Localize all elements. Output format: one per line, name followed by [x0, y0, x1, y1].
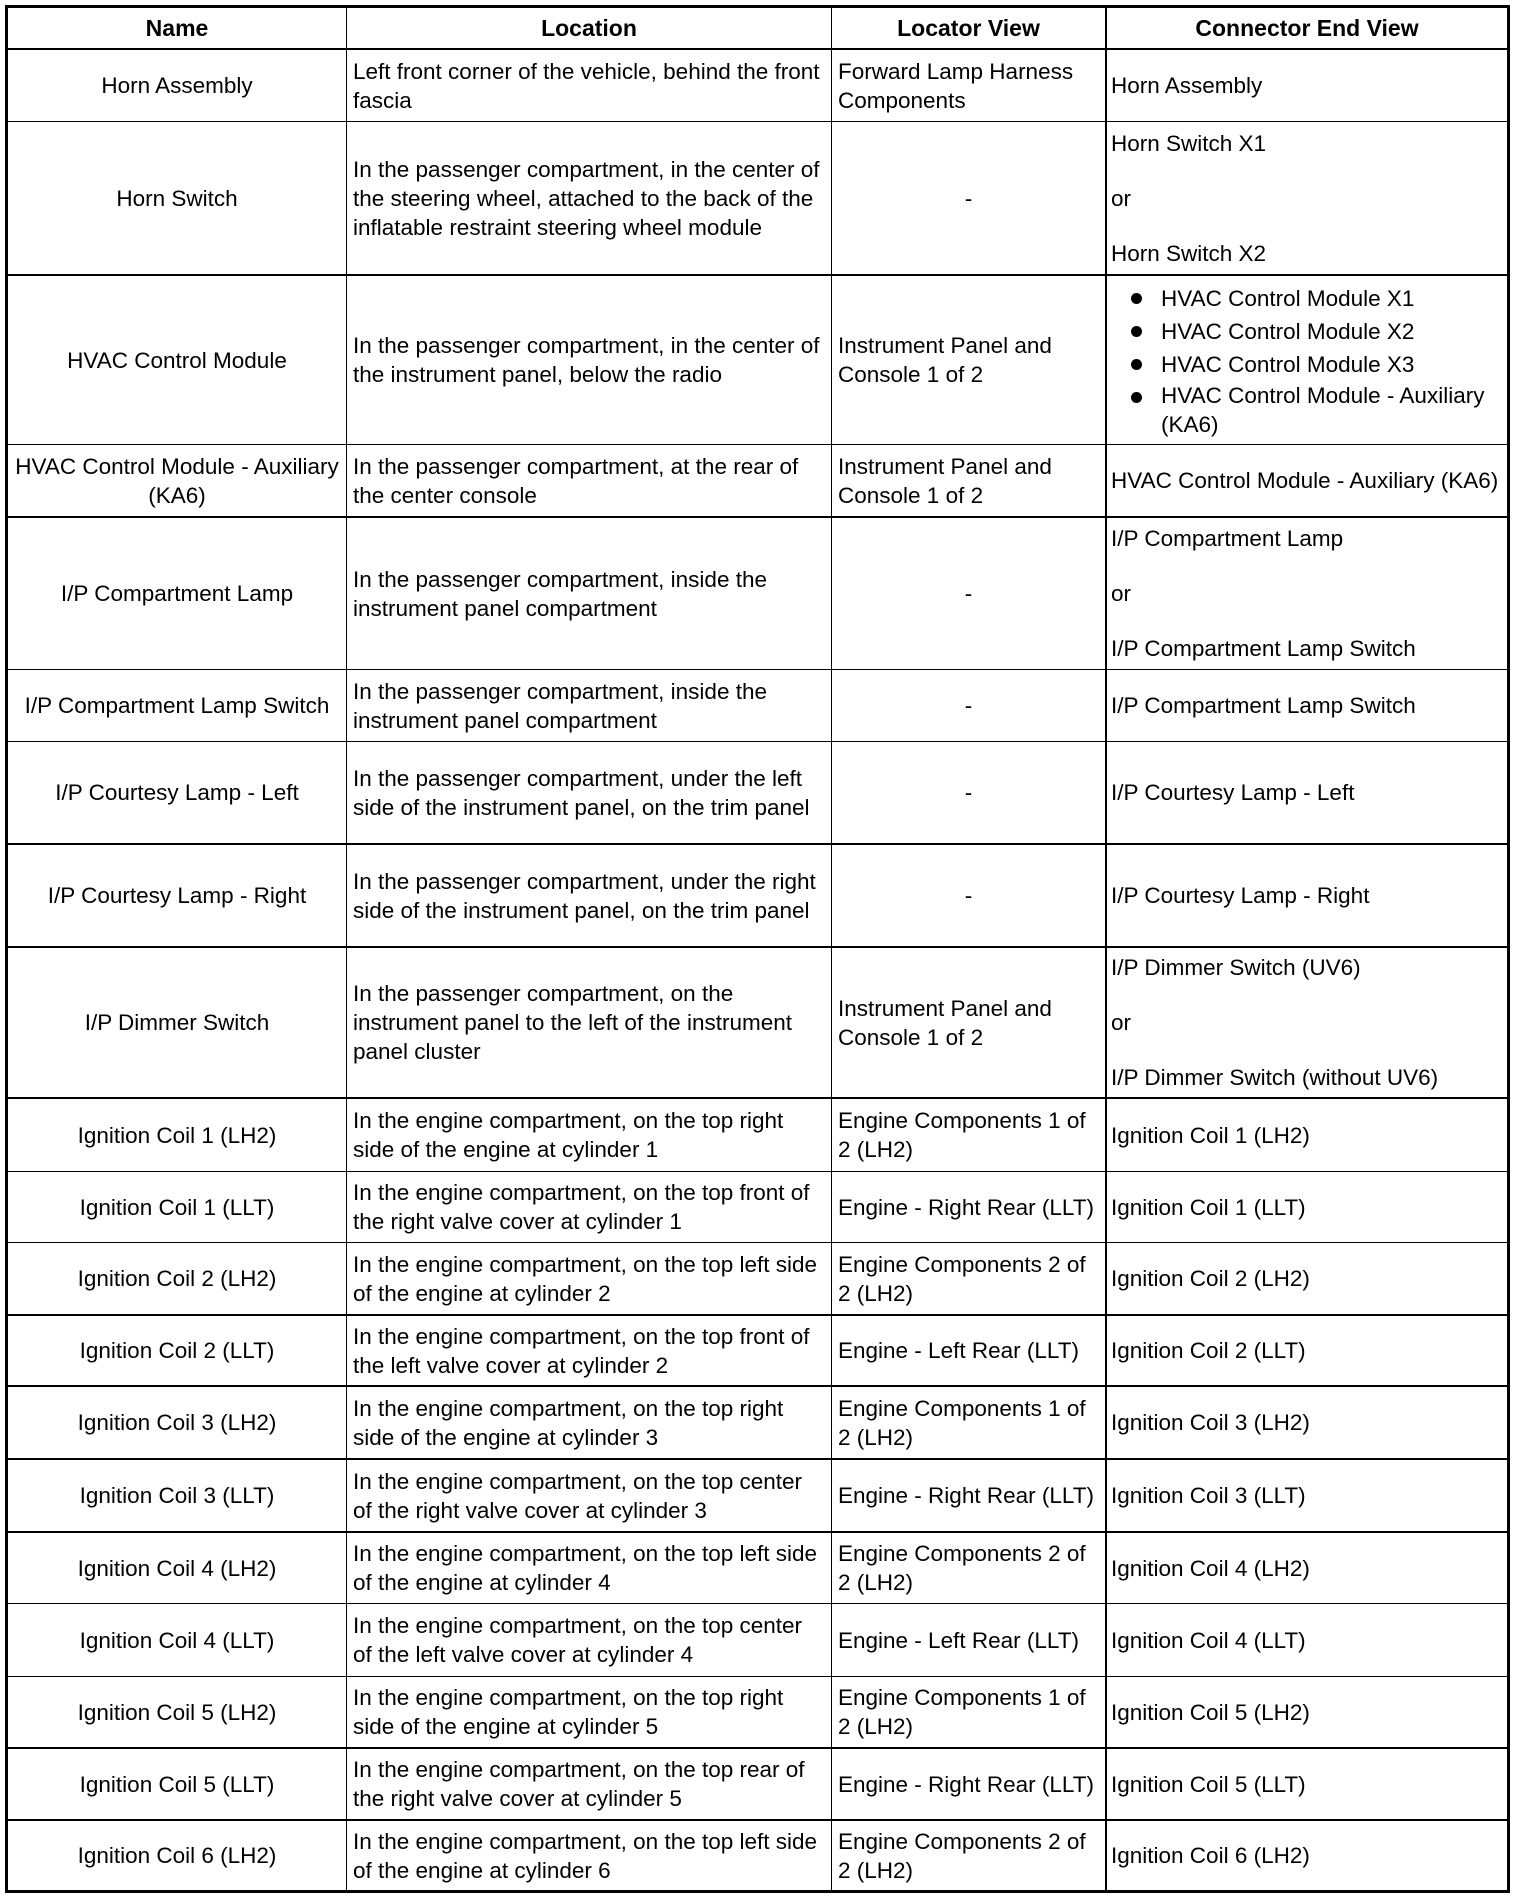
- connector-end-view-link[interactable]: I/P Courtesy Lamp - Right: [1111, 883, 1370, 908]
- component-name: Ignition Coil 5 (LLT): [8, 1749, 347, 1819]
- table-row: [8, 1677, 1507, 1749]
- table-row: [8, 1533, 1507, 1604]
- locator-view-link[interactable]: Engine Components 1 of 2 (LH2): [832, 1099, 1107, 1171]
- connector-end-view-link[interactable]: I/P Compartment Lamp Switch: [1111, 636, 1416, 661]
- header-name: Name: [8, 8, 347, 48]
- connector-end-view-link[interactable]: Horn Switch X2: [1111, 240, 1267, 266]
- locator-view-link[interactable]: Engine Components 2 of 2 (LH2): [832, 1533, 1107, 1603]
- header-location: Location: [347, 8, 832, 48]
- component-name: I/P Compartment Lamp: [8, 518, 347, 669]
- locator-view-link[interactable]: Engine - Left Rear (LLT): [832, 1316, 1107, 1385]
- component-location: In the passenger compartment, in the center of the instrument panel, below the radio: [347, 276, 832, 444]
- connector-end-view-link[interactable]: Horn Assembly: [1111, 73, 1263, 98]
- table-row: [8, 276, 1507, 445]
- connector-end-view-link[interactable]: I/P Courtesy Lamp - Left: [1111, 780, 1355, 805]
- component-name: HVAC Control Module - Auxiliary (KA6): [8, 445, 347, 516]
- table-row: [8, 845, 1507, 948]
- connector-end-view-link[interactable]: I/P Dimmer Switch (without UV6): [1111, 1065, 1439, 1090]
- locator-view-link[interactable]: Instrument Panel and Console 1 of 2: [832, 276, 1107, 444]
- component-name: Ignition Coil 5 (LH2): [8, 1677, 347, 1747]
- component-name: I/P Courtesy Lamp - Right: [8, 845, 347, 946]
- locator-view-empty: -: [832, 742, 1107, 843]
- component-name: Horn Assembly: [8, 50, 347, 121]
- component-name: Ignition Coil 2 (LLT): [8, 1316, 347, 1385]
- locator-view-link[interactable]: Engine Components 2 of 2 (LH2): [832, 1243, 1107, 1314]
- component-name: Ignition Coil 3 (LLT): [8, 1460, 347, 1531]
- connector-end-view-list: [1107, 276, 1507, 444]
- component-name: I/P Courtesy Lamp - Left: [8, 742, 347, 843]
- connector-end-view-options: [1107, 122, 1507, 274]
- component-location: In the engine compartment, on the top left side of the engine at cylinder 2: [347, 1243, 832, 1314]
- table-row: [8, 1821, 1507, 1890]
- bullet-item[interactable]: [1131, 381, 1503, 439]
- component-location: In the engine compartment, on the top right side of the engine at cylinder 1: [347, 1099, 832, 1171]
- component-location: In the passenger compartment, under the right side of the instrument panel, on the trim panel: [347, 845, 832, 946]
- connector-end-view-link[interactable]: HVAC Control Module X1: [1161, 285, 1415, 311]
- component-location: In the engine compartment, on the top front of the left valve cover at cylinder 2: [347, 1316, 832, 1385]
- component-name: Ignition Coil 3 (LH2): [8, 1387, 347, 1458]
- table-row: [8, 1749, 1507, 1821]
- connector-end-view-link[interactable]: Ignition Coil 3 (LH2): [1111, 1410, 1310, 1435]
- component-name: Ignition Coil 1 (LH2): [8, 1099, 347, 1171]
- locator-view-link[interactable]: Engine - Right Rear (LLT): [832, 1460, 1107, 1531]
- connector-end-view-link[interactable]: HVAC Control Module - Auxiliary (KA6): [1161, 382, 1485, 437]
- component-location: Left front corner of the vehicle, behind the front fascia: [347, 50, 832, 121]
- component-location: In the engine compartment, on the top right side of the engine at cylinder 3: [347, 1387, 832, 1458]
- connector-end-view-link[interactable]: Ignition Coil 1 (LH2): [1111, 1122, 1310, 1148]
- component-name: Ignition Coil 2 (LH2): [8, 1243, 347, 1314]
- locator-view-link[interactable]: Engine - Left Rear (LLT): [832, 1604, 1107, 1676]
- component-location: In the passenger compartment, in the center of the steering wheel, attached to the back of the inflatable restraint steering wheel module: [347, 122, 832, 274]
- connector-end-view-link[interactable]: HVAC Control Module - Auxiliary (KA6): [1111, 468, 1499, 493]
- locator-view-link[interactable]: Engine Components 1 of 2 (LH2): [832, 1387, 1107, 1458]
- bullet-item[interactable]: [1131, 282, 1503, 315]
- component-location: In the passenger compartment, inside the instrument panel compartment: [347, 670, 832, 741]
- connector-end-view-link[interactable]: Ignition Coil 2 (LLT): [1111, 1338, 1306, 1363]
- table-row: [8, 742, 1507, 845]
- component-location: In the engine compartment, on the top right side of the engine at cylinder 5: [347, 1677, 832, 1747]
- table-row: [8, 1172, 1507, 1243]
- connector-end-view-link[interactable]: Ignition Coil 1 (LLT): [1111, 1194, 1306, 1220]
- table-row: [8, 122, 1507, 276]
- table-row: [8, 1099, 1507, 1172]
- table-row: [8, 445, 1507, 518]
- component-location: In the passenger compartment, on the instrument panel to the left of the instrument panel cluster: [347, 948, 832, 1097]
- component-location: In the engine compartment, on the top left side of the engine at cylinder 4: [347, 1533, 832, 1603]
- locator-view-link[interactable]: Engine Components 2 of 2 (LH2): [832, 1821, 1107, 1890]
- bullet-item[interactable]: [1131, 315, 1503, 348]
- connector-end-view-link[interactable]: I/P Compartment Lamp Switch: [1111, 693, 1416, 718]
- locator-view-link[interactable]: Instrument Panel and Console 1 of 2: [832, 948, 1107, 1097]
- connector-end-view-link[interactable]: Ignition Coil 6 (LH2): [1111, 1843, 1310, 1868]
- header-connector-end-view: Connector End View: [1195, 14, 1419, 41]
- table-row: [8, 1243, 1507, 1316]
- locator-view-link[interactable]: Engine - Right Rear (LLT): [832, 1749, 1107, 1819]
- header-locator-view: Locator View: [832, 8, 1107, 48]
- connector-end-view-link[interactable]: Ignition Coil 4 (LH2): [1111, 1555, 1310, 1581]
- component-name: Ignition Coil 4 (LH2): [8, 1533, 347, 1603]
- locator-view-empty: -: [832, 845, 1107, 946]
- table-header-row: [8, 8, 1507, 50]
- locator-view-link[interactable]: Engine - Right Rear (LLT): [832, 1172, 1107, 1242]
- bullet-item[interactable]: [1131, 348, 1503, 381]
- connector-end-view-link[interactable]: I/P Compartment Lamp: [1111, 526, 1344, 551]
- table-row: [8, 948, 1507, 1099]
- locator-view-empty: -: [832, 518, 1107, 669]
- component-location: In the engine compartment, on the top rear of the right valve cover at cylinder 5: [347, 1749, 832, 1819]
- table-row: [8, 518, 1507, 670]
- component-location: In the passenger compartment, at the rear of the center console: [347, 445, 832, 516]
- component-name: Ignition Coil 1 (LLT): [8, 1172, 347, 1242]
- table-row: [8, 1460, 1507, 1533]
- locator-view-link[interactable]: Engine Components 1 of 2 (LH2): [832, 1677, 1107, 1747]
- or-separator: or: [1111, 581, 1132, 606]
- connector-end-view-link[interactable]: Horn Switch X1: [1111, 130, 1267, 156]
- or-separator: or: [1111, 1010, 1132, 1035]
- component-location: In the passenger compartment, inside the instrument panel compartment: [347, 518, 832, 669]
- connector-end-view-link[interactable]: Ignition Coil 4 (LLT): [1111, 1627, 1306, 1653]
- connector-end-view-link[interactable]: Ignition Coil 2 (LH2): [1111, 1266, 1310, 1291]
- component-locator-table: [5, 5, 1510, 1893]
- locator-view-link[interactable]: Instrument Panel and Console 1 of 2: [832, 445, 1107, 516]
- component-location: In the engine compartment, on the top left side of the engine at cylinder 6: [347, 1821, 832, 1890]
- table-row: [8, 1387, 1507, 1460]
- table-row: [8, 1604, 1507, 1677]
- component-name: HVAC Control Module: [8, 276, 347, 444]
- component-location: In the engine compartment, on the top center of the right valve cover at cylinder 3: [347, 1460, 832, 1531]
- component-name: Ignition Coil 4 (LLT): [8, 1604, 347, 1676]
- locator-view-empty: -: [832, 670, 1107, 741]
- component-name: Horn Switch: [8, 122, 347, 274]
- connector-end-view-options: [1107, 518, 1507, 669]
- connector-end-view-link[interactable]: HVAC Control Module X2: [1161, 318, 1415, 344]
- component-name: I/P Compartment Lamp Switch: [8, 670, 347, 741]
- connector-end-view-options: [1107, 948, 1507, 1097]
- table-row: [8, 1316, 1507, 1387]
- component-location: In the engine compartment, on the top front of the right valve cover at cylinder 1: [347, 1172, 832, 1242]
- table-row: [8, 670, 1507, 742]
- connector-end-view-link[interactable]: Ignition Coil 5 (LH2): [1111, 1699, 1310, 1725]
- component-name: Ignition Coil 6 (LH2): [8, 1821, 347, 1890]
- table-row: [8, 50, 1507, 122]
- component-location: In the passenger compartment, under the left side of the instrument panel, on the trim panel: [347, 742, 832, 843]
- connector-end-view-link[interactable]: Ignition Coil 3 (LLT): [1111, 1483, 1306, 1508]
- connector-end-view-link[interactable]: Ignition Coil 5 (LLT): [1111, 1771, 1306, 1797]
- connector-end-view-link[interactable]: HVAC Control Module X3: [1161, 351, 1415, 377]
- locator-view-link[interactable]: Forward Lamp Harness Components: [832, 50, 1107, 121]
- or-separator: or: [1111, 185, 1132, 211]
- locator-view-empty: -: [832, 122, 1107, 274]
- component-location: In the engine compartment, on the top center of the left valve cover at cylinder 4: [347, 1604, 832, 1676]
- connector-end-view-link[interactable]: I/P Dimmer Switch (UV6): [1111, 955, 1361, 980]
- component-name: I/P Dimmer Switch: [8, 948, 347, 1097]
